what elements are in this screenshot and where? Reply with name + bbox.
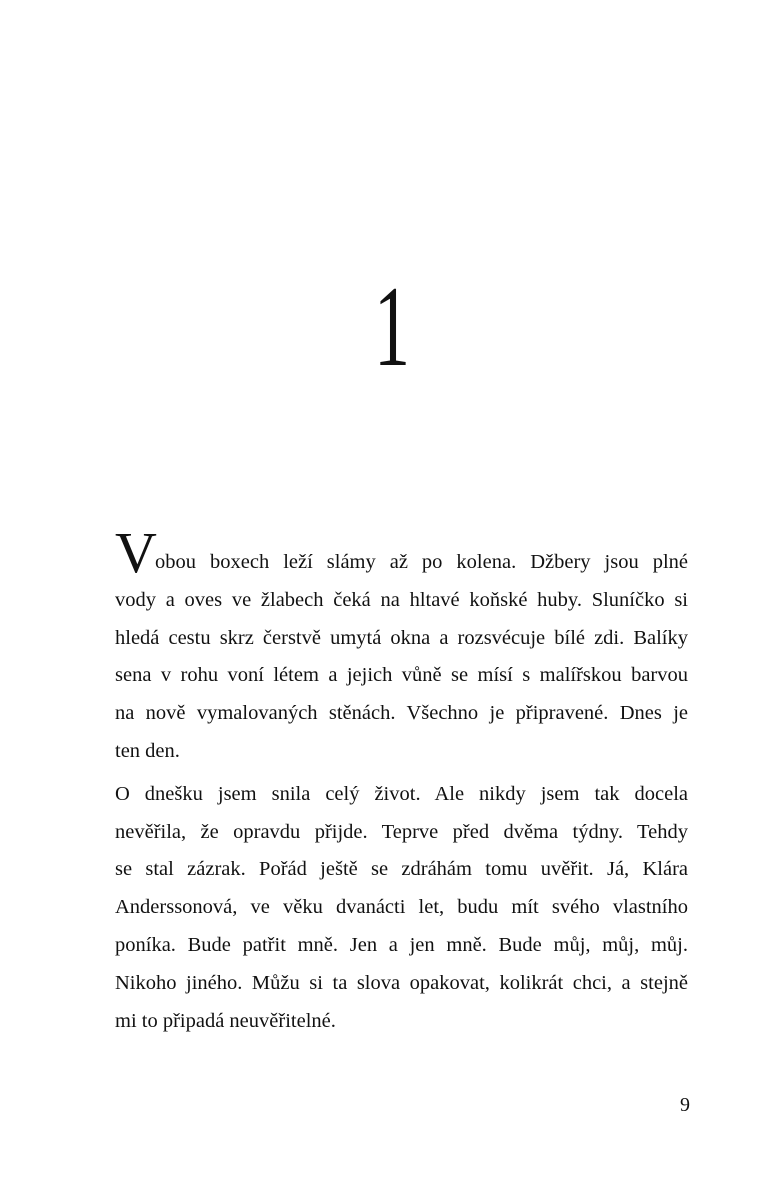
paragraph-1-line-2: vody a oves ve žlabech čeká na hltavé koňské huby. Sluníčko si bbox=[115, 588, 688, 611]
paragraph-1-line-5: na nově vymalovaných stěnách. Všechno je připravené. Dnes je bbox=[115, 702, 688, 725]
paragraph-1-line-3: hledá cestu skrz čerstvě umytá okna a rozsvécuje bílé zdi. Balíky bbox=[115, 626, 688, 649]
paragraph-2-line-5: poníka. Bude patřit mně. Jen a jen mně. Bude můj, můj, můj. bbox=[115, 933, 688, 956]
body-text bbox=[115, 520, 688, 1040]
paragraph-2-line-4: Anderssonová, ve věku dvanácti let, budu mít svého vlastního bbox=[115, 896, 688, 919]
page-number: 9 bbox=[680, 1094, 690, 1116]
paragraph-2-line-1: O dnešku jsem snila celý život. Ale nikdy jsem tak docela bbox=[115, 782, 688, 805]
paragraph-2-line-6: Nikoho jiného. Můžu si ta slova opakovat, kolikrát chci, a stejně bbox=[115, 971, 688, 994]
paragraph-1-line-6: ten den. bbox=[115, 739, 180, 762]
drop-cap: V bbox=[115, 520, 157, 585]
paragraph-1-line-4: sena v rohu voní létem a jejich vůně se mísí s malířskou barvou bbox=[115, 664, 688, 687]
paragraph-2-line-7: mi to připadá neuvěřitelné. bbox=[115, 1009, 336, 1032]
chapter-number: 1 bbox=[374, 263, 410, 391]
paragraph-2-line-2: nevěřila, že opravdu přijde. Teprve před dvěma týdny. Tehdy bbox=[115, 820, 688, 843]
paragraph-2-line-3: se stal zázrak. Pořád ještě se zdráhám tomu uvěřit. Já, Klára bbox=[115, 858, 688, 881]
paragraph-1-line-1-text: obou boxech leží slámy až po kolena. Džbery jsou plné bbox=[155, 551, 688, 573]
paragraph-1-line-1 bbox=[115, 520, 688, 585]
